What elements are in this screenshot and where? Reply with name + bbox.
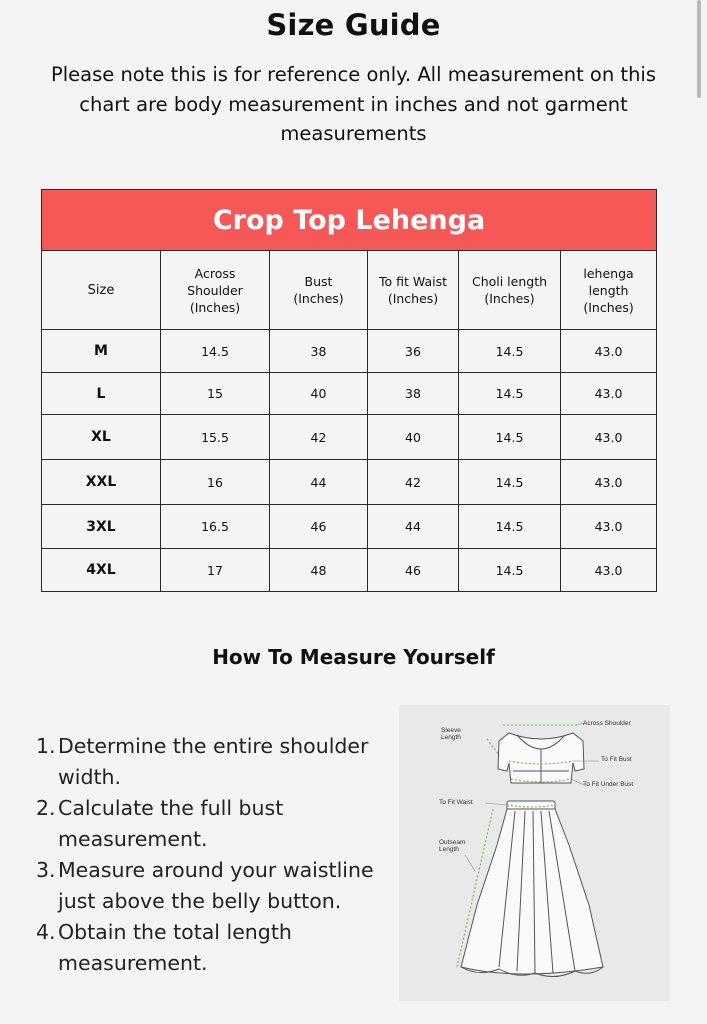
size-cell: L xyxy=(42,373,161,415)
table-cell: 46 xyxy=(368,549,459,592)
table-cell: 43.0 xyxy=(561,505,657,549)
column-header-size: Size xyxy=(42,251,161,330)
table-cell: 43.0 xyxy=(561,549,657,592)
table-row xyxy=(42,330,657,373)
table-cell: 44 xyxy=(270,460,368,505)
table-cell: 14.5 xyxy=(161,330,270,373)
table-cell: 38 xyxy=(270,330,368,373)
size-cell: 4XL xyxy=(42,549,161,592)
reference-note: Please note this is for reference only. All measurement on this chart are body measurement in inches and not garment measurements xyxy=(50,63,657,145)
page-title: Size Guide xyxy=(266,8,441,42)
column-header-choli-length: Choli length (Inches) xyxy=(459,251,561,330)
table-cell: 38 xyxy=(368,373,459,415)
table-cell: 42 xyxy=(270,415,368,460)
table-cell: 14.5 xyxy=(459,460,561,505)
table-row xyxy=(42,460,657,505)
table-row xyxy=(42,549,657,592)
table-cell: 16.5 xyxy=(161,505,270,549)
table-row xyxy=(42,373,657,415)
table-banner: Crop Top Lehenga xyxy=(42,190,657,251)
column-header-waist: To fit Waist (Inches) xyxy=(368,251,459,330)
column-header-bust: Bust (Inches) xyxy=(270,251,368,330)
table-cell: 46 xyxy=(270,505,368,549)
to-fit-under-bust-label: To Fit Under Bust xyxy=(583,781,634,788)
table-cell: 40 xyxy=(270,373,368,415)
size-cell: XL xyxy=(42,415,161,460)
table-cell: 17 xyxy=(161,549,270,592)
table-row xyxy=(42,505,657,549)
table-cell: 43.0 xyxy=(561,330,657,373)
list-item: 2. Calculate the full bust measurement. xyxy=(36,796,284,851)
to-fit-bust-label: To Fit Bust xyxy=(601,756,632,763)
table-cell: 48 xyxy=(270,549,368,592)
table-cell: 40 xyxy=(368,415,459,460)
table-cell: 36 xyxy=(368,330,459,373)
lehenga-outline-illustration xyxy=(399,705,670,1001)
table-cell: 43.0 xyxy=(561,373,657,415)
sleeve-length-label: Sleeve Length xyxy=(441,727,461,741)
table-cell: 43.0 xyxy=(561,460,657,505)
table-cell: 42 xyxy=(368,460,459,505)
table-cell: 16 xyxy=(161,460,270,505)
list-item: 1. Determine the entire shoulder width. xyxy=(36,734,369,789)
size-cell: XXL xyxy=(42,460,161,505)
size-chart-table xyxy=(41,189,657,592)
table-cell: 14.5 xyxy=(459,549,561,592)
table-cell: 15.5 xyxy=(161,415,270,460)
list-item: 4. Obtain the total length measurement. xyxy=(36,920,292,975)
outseam-length-label: Outseam Length xyxy=(439,839,466,853)
to-fit-waist-label: To Fit Waist xyxy=(439,799,473,806)
column-header-lehenga-length: lehenga length (Inches) xyxy=(561,251,657,330)
size-cell: 3XL xyxy=(42,505,161,549)
table-cell: 43.0 xyxy=(561,415,657,460)
table-cell: 14.5 xyxy=(459,415,561,460)
column-header-across-shoulder: Across Shoulder (Inches) xyxy=(161,251,270,330)
measurement-steps xyxy=(36,731,396,979)
table-header-row xyxy=(42,251,657,330)
size-cell: M xyxy=(42,330,161,373)
across-shoulder-label: Across Shoulder xyxy=(583,720,631,727)
table-cell: 14.5 xyxy=(459,373,561,415)
lehenga-measurement-diagram xyxy=(399,705,670,1001)
list-item: 3. Measure around your waistline just above the belly button. xyxy=(36,858,374,913)
table-cell: 15 xyxy=(161,373,270,415)
table-cell: 14.5 xyxy=(459,505,561,549)
table-cell: 14.5 xyxy=(459,330,561,373)
measure-section-title: How To Measure Yourself xyxy=(212,645,495,669)
table-cell: 44 xyxy=(368,505,459,549)
table-row xyxy=(42,415,657,460)
